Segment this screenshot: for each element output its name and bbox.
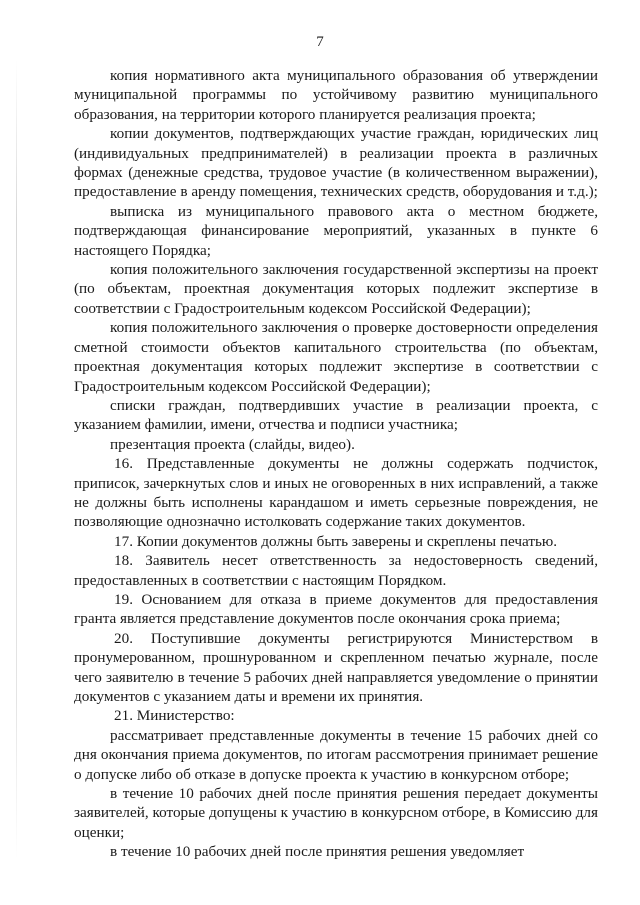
paragraph-participation-documents: копии документов, подтверждающих участие граждан, юридических лиц (индивидуальных предпринимателей) в реализации проекта в различных формах (денежные средства, трудовое участие (в количественном выражении), предоставление в аренду помещения, технических средств, оборудования и т.д.); [74,125,598,201]
page-number: 7 [316,34,324,50]
paragraph-presentation: презентация проекта (слайды, видео). [110,435,355,453]
paragraph-state-expertise: копия положительного заключения государственной экспертизы на проект (по объектам, проектная документация которых подлежит экспертизе в соответствии с Градостроительным кодексом Российской Федерации); [74,261,598,317]
paragraph-item-20: 20. Поступившие документы регистрируются Министерством в пронумерованном, прошнурованном и скрепленном печатью журнале, после чего заявителю в течение 5 рабочих дней направляется уведомление о принятии документов с указанием даты и времени их принятия. [74,629,598,705]
paragraph-budget-extract: выписка из муниципального правового акта о местном бюджете, подтверждающая финансирование мероприятий, указанных в пункте 6 настоящего Порядка; [74,202,598,259]
paragraph-notification: в течение 10 рабочих дней после принятия решения уведомляет [110,843,525,861]
paragraph-item-18: 18. Заявитель несет ответственность за недостоверность сведений, предоставленных в соответствии с настоящим Порядком. [74,552,598,589]
paragraph-cost-verification: копия положительного заключения о проверке достоверности определения сметной стоимости объектов капитального строительства (по объектам, проектная документация которых подлежит экспертизе в соответствии с Градостроительным кодексом Российской Федерации); [74,319,598,395]
document-body [74,66,598,862]
paragraph-municipal-act-copy: копия нормативного акта муниципального образования об утверждении муниципальной программы по устойчивому развитию муниципального образования, на территории которого планируется реализация проекта; [74,67,598,123]
paragraph-item-16: 16. Представленные документы не должны содержать подчисток, приписок, зачеркнутых слов и иных не оговоренных в них исправлений, а также не должны быть исполнены карандашом и иметь серьезные повреждения, не позволяющие однозначно истолковать содержание таких документов. [74,455,598,531]
paragraph-item-17: 17. Копии документов должны быть заверены и скреплены печатью. [114,532,558,550]
scan-edge-line [16,60,17,860]
paragraph-item-19: 19. Основанием для отказа в приеме документов для предоставления гранта является представление документов после окончания срока приема; [74,590,598,628]
paragraph-item-21: 21. Министерство: [114,707,235,725]
paragraph-citizen-lists: списки граждан, подтвердивших участие в реализации проекта, с указанием фамилии, имени, отчества и подписи участника; [74,396,598,434]
paragraph-review-documents: рассматривает представленные документы в течение 15 рабочих дней со дня окончания приема документов, по итогам рассмотрения принимает решение о допуске либо об отказе в допуске проекта к участию в конкурсном отборе; [74,726,598,783]
paragraph-transfer-documents: в течение 10 рабочих дней после принятия решения передает документы заявителей, которые допущены к участию в конкурсном отборе, в Комиссию для оценки; [74,785,598,841]
